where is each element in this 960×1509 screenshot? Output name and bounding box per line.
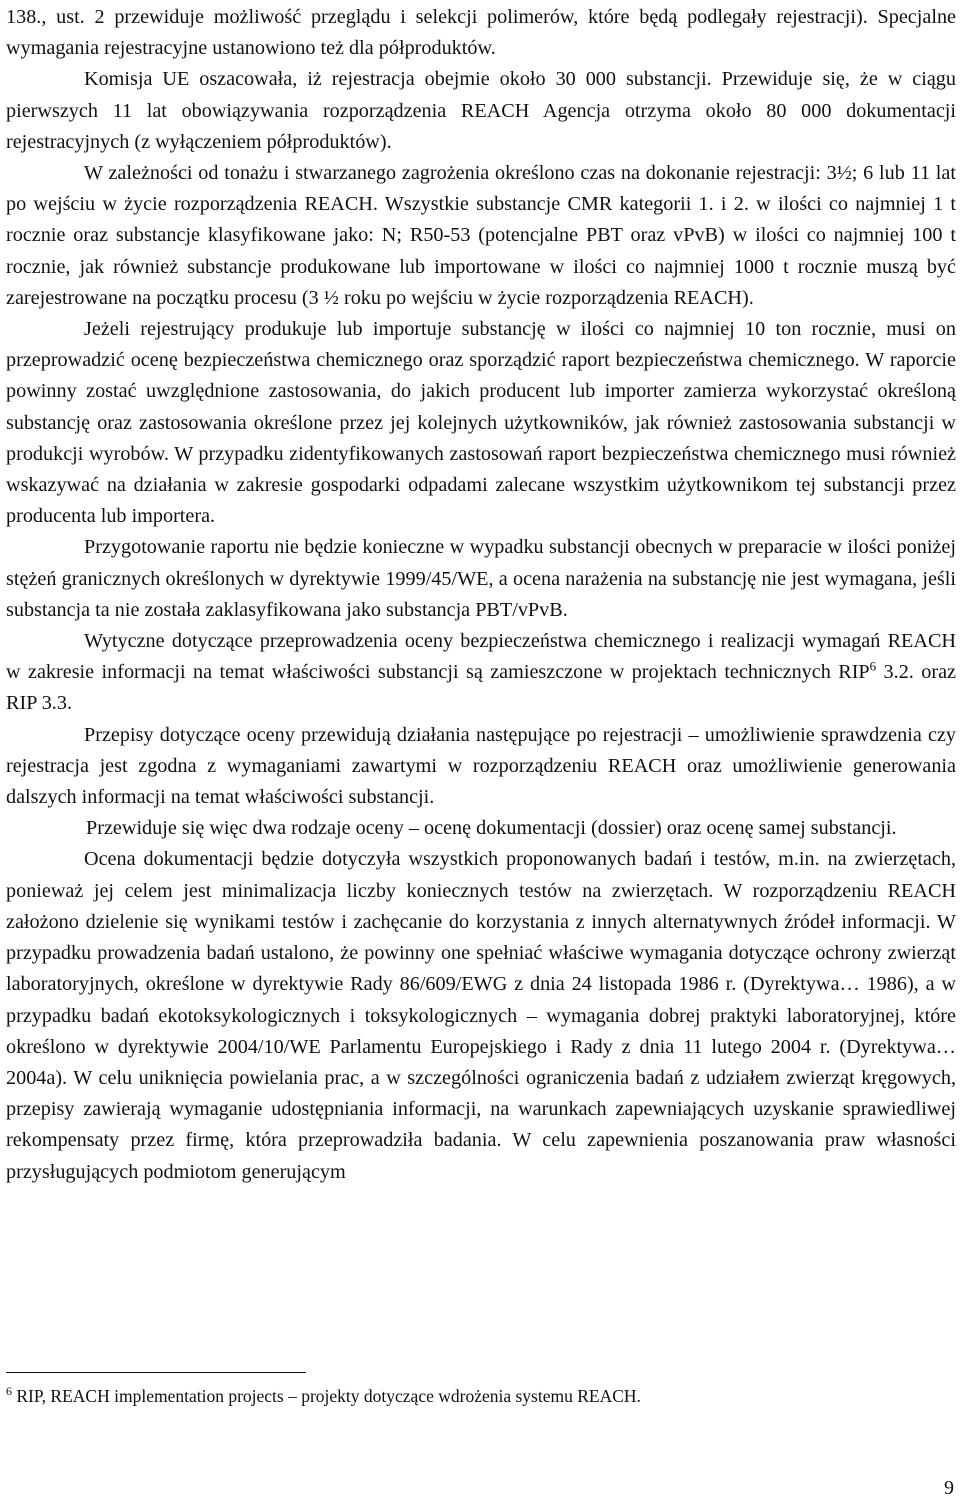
paragraph-report-exemption: Przygotowanie raportu nie będzie konieczne w wypadku substancji obecnych w preparacie w ilości poniżej stężeń granicznych określonych w dyrektywie 1999/45/WE, a ocena narażenia na substancję nie jest wymagana, jeśli substancja ta nie została zaklasyfikowana jako substancja PBT/vPvB.	[6, 536, 956, 621]
rip-text-end: 3.2. oraz RIP 3.3.	[6, 661, 956, 715]
footnote-marker: 6	[6, 1384, 12, 1399]
document-body	[6, 2, 956, 1188]
page-number: 9	[944, 1477, 954, 1499]
paragraph-evaluation-provisions: Przepisy dotyczące oceny przewidują działania następujące po rejestracji – umożliwienie sprawdzenia czy rejestracja jest zgodna z wymaganiami zawartymi w rozporządzeniu REACH oraz umożliwienie generowania dalszych informacji na temat właściwości substancji.	[6, 723, 956, 809]
rip-text: Wytyczne dotyczące przeprowadzenia oceny bezpieczeństwa chemicznego i realizacji wymagań REACH w zakresie informacji na temat właściwości substancji są zamieszczone w projektach technicznych RIP	[6, 630, 956, 684]
footnote-reference[interactable]: 6	[869, 658, 877, 674]
paragraph-guidelines-rip	[6, 626, 956, 720]
paragraph-safety-assessment: Jeżeli rejestrujący produkuje lub importuje substancję w ilości co najmniej 10 ton rocznie, musi on przeprowadzić ocenę bezpieczeństwa chemicznego oraz sporządzić raport bezpieczeństwa chemicznego. W raporcie powinny zostać uwzględnione zastosowania, do jakich producent lub importer zamierza wykorzystać określoną substancję oraz zastosowania określone przez jej kolejnych użytkowników, jak również zastosowania substancji w produkcji wyrobów. W przypadku zidentyfikowanych zastosowań raport bezpieczeństwa chemicznego musi również wskazywać na działania w zakresie gospodarki odpadami zalecane wszystkim użytkownikom tej substancji przez producenta lub importera.	[6, 318, 956, 528]
paragraph-evaluation-types: Przewiduje się więc dwa rodzaje oceny – ocenę dokumentacji (dossier) oraz ocenę samej substancji.	[86, 817, 897, 840]
footnote	[6, 1384, 956, 1408]
paragraph-registration-estimate: Komisja UE oszacowała, iż rejestracja obejmie około 30 000 substancji. Przewiduje się, że w ciągu pierwszych 11 lat obowiązywania rozporządzenia REACH Agencja otrzyma około 80 000 dokumentacji rejestracyjnych (z wyłączeniem półproduktów).	[6, 68, 956, 153]
paragraph-registration-deadlines: W zależności od tonażu i stwarzanego zagrożenia określono czas na dokonanie rejestracji: 3½; 6 lub 11 lat po wejściu w życie rozporządzenia REACH. Wszystkie substancje CMR kategorii 1. i 2. w ilości co najmniej 1 t rocznie oraz substancje klasyfikowane jako: N; R50-53 (potencjalne PBT oraz vPvB) w ilości co najmniej 100 t rocznie, jak również substancje produkowane lub importowane w ilości co najmniej 1000 t rocznie muszą być zarejestrowane na początku procesu (3 ½ roku po wejściu w życie rozporządzenia REACH).	[6, 162, 956, 309]
paragraph-polymers: 138., ust. 2 przewiduje możliwość przeglądu i selekcji polimerów, które będą podlegały rejestracji). Specjalne wymagania rejestracyjne ustanowiono też dla półproduktów.	[6, 6, 956, 60]
footnote-separator	[6, 1372, 306, 1373]
paragraph-dossier-evaluation: Ocena dokumentacji będzie dotyczyła wszystkich proponowanych badań i testów, m.in. na zwierzętach, ponieważ jej celem jest minimalizacja liczby koniecznych testów na zwierzętach. W rozporządzeniu REACH założono dzielenie się wynikami testów i zachęcanie do korzystania z innych alternatywnych źródeł informacji. W przypadku prowadzenia badań ustalono, że powinny one spełniać właściwe wymagania dotyczące ochrony zwierząt laboratoryjnych, określone w dyrektywie Rady 86/609/EWG z dnia 24 listopada 1986 r. (Dyrektywa… 1986), a w przypadku badań ekotoksykologicznych i toksykologicznych – wymagania dobrej praktyki laboratoryjnej, które określono w dyrektywie 2004/10/WE Parlamentu Europejskiego i Rady z dnia 11 lutego 2004 r. (Dyrektywa… 2004a). W celu uniknięcia powielania prac, a w szczególności ograniczenia badań z udziałem zwierząt kręgowych, przepisy zawierają wymaganie udostępniania informacji, na warunkach zapewniających uzyskanie sprawiedliwej rekompensaty przez firmę, która przeprowadziła badania. W celu zapewnienia poszanowania praw własności przysługujących podmiotom generującym	[6, 848, 956, 1183]
footnote-text: RIP, REACH implementation projects – projekty dotyczące wdrożenia systemu REACH.	[12, 1386, 641, 1406]
